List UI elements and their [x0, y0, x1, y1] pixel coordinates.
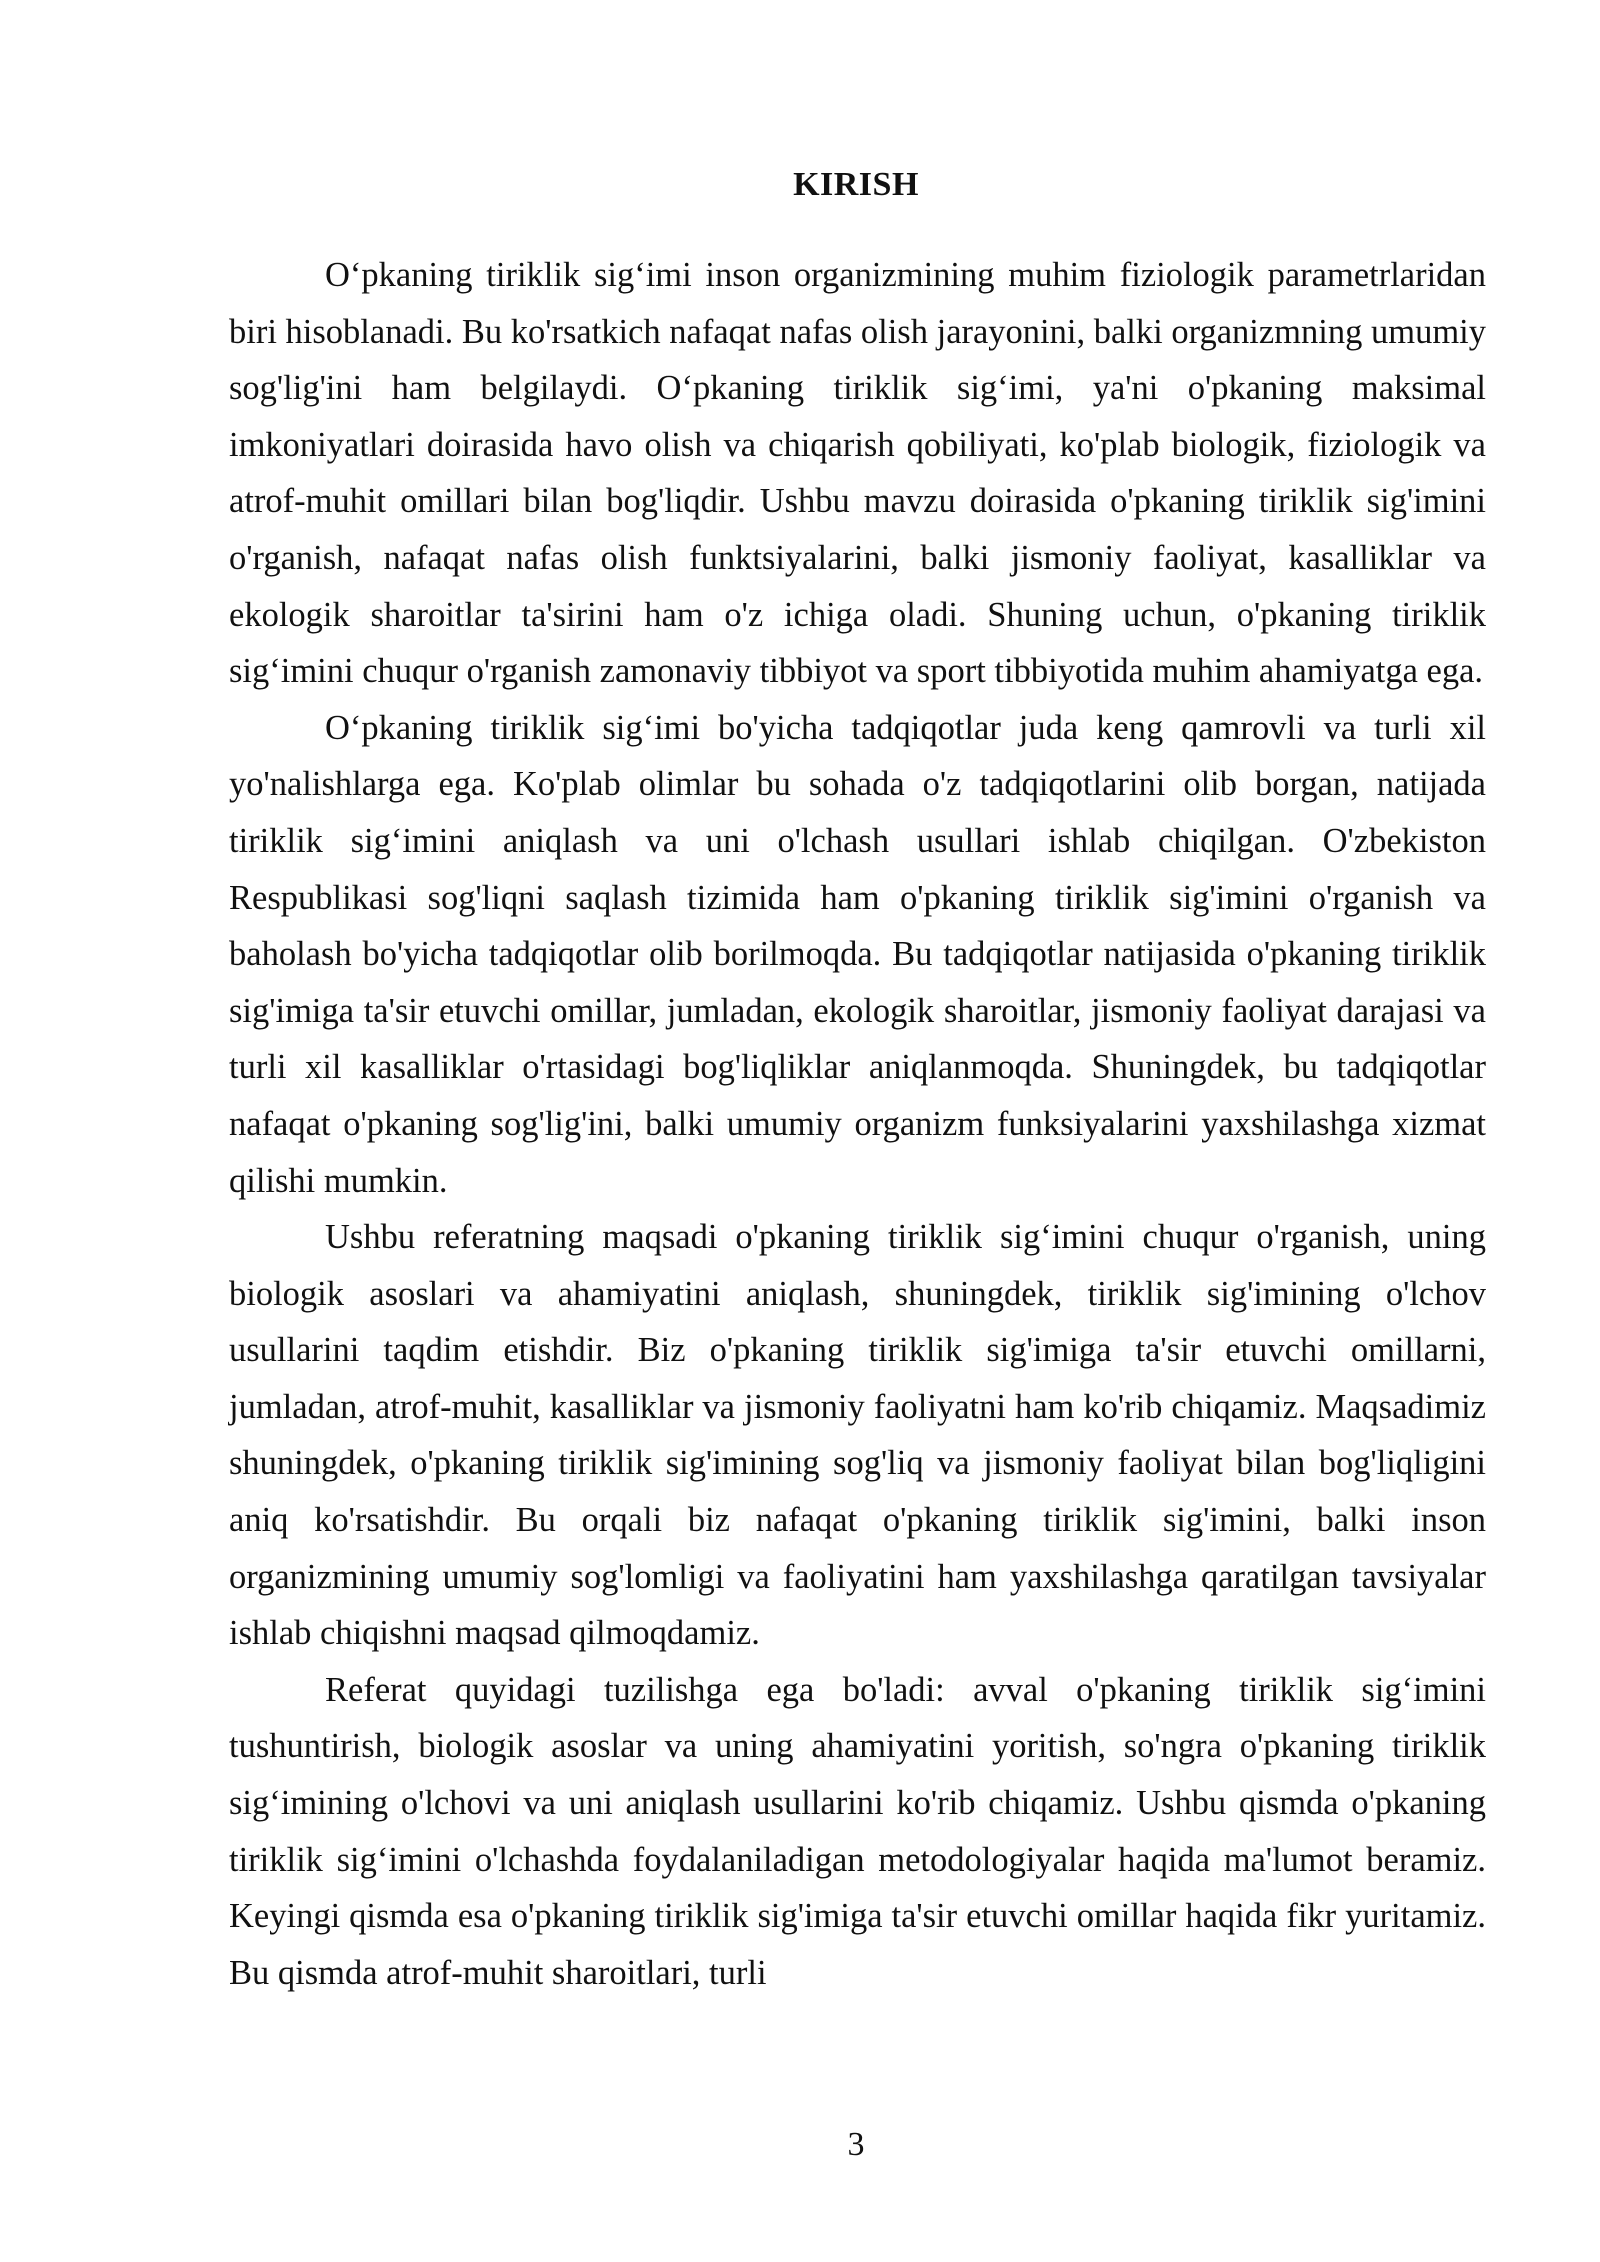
paragraph: O‘pkaning tiriklik sig‘imi inson organizmining muhim fiziologik parametrlaridan biri hisoblanadi. Bu ko'rsatkich nafaqat nafas olish jarayonini, balki organizmning umumiy sog'lig'ini ham belgilaydi. O‘pkaning tiriklik sig‘imi, ya'ni o'pkaning maksimal imkoniyatlari doirasida havo olish va chiqarish qobiliyati, ko'plab biologik, fiziologik va atrof-muhit omillari bilan bog'liqdir. Ushbu mavzu doirasida o'pkaning tiriklik sig'imini o'rganish, nafaqat nafas olish funktsiyalarini, balki jismoniy faoliyat, kasalliklar va ekologik sharoitlar ta'sirini ham o'z ichiga oladi. Shuning uchun, o'pkaning tiriklik sig‘imini chuqur o'rganish zamonaviy tibbiyot va sport tibbiyotida muhim ahamiyatga ega.: [229, 256, 1486, 691]
page-heading: KIRISH: [793, 166, 919, 203]
paragraph: Ushbu referatning maqsadi o'pkaning tiriklik sig‘imini chuqur o'rganish, uning biologik asoslari va ahamiyatini aniqlash, shuningdek, tiriklik sig'imining o'lchov usullarini taqdim etishdir. Biz o'pkaning tiriklik sig'imiga ta'sir etuvchi omillarni, jumladan, atrof-muhit, kasalliklar va jismoniy faoliyatni ham ko'rib chiqamiz. Maqsadimiz shuningdek, o'pkaning tiriklik sig'imining sog'liq va jismoniy faoliyat bilan bog'liqligini aniq ko'rsatishdir. Bu orqali biz nafaqat o'pkaning tiriklik sig'imini, balki inson organizmining umumiy sog'lomligi va faoliyatini ham yaxshilashga qaratilgan tavsiyalar ishlab chiqishni maqsad qilmoqdamiz.: [229, 1218, 1486, 1653]
paragraph: Referat quyidagi tuzilishga ega bo'ladi: avval o'pkaning tiriklik sig‘imini tushuntirish, biologik asoslar va uning ahamiyatini yoritish, so'ngra o'pkaning tiriklik sig‘imining o'lchovi va uni aniqlash usullarini ko'rib chiqamiz. Ushbu qismda o'pkaning tiriklik sig‘imini o'lchashda foydalaniladigan metodologiyalar haqida ma'lumot beramiz. Keyingi qismda esa o'pkaning tiriklik sig'imiga ta'sir etuvchi omillar haqida fikr yuritamiz. Bu qismda atrof-muhit sharoitlari, turli: [229, 1670, 1486, 1992]
page-number: 3: [847, 2126, 865, 2163]
paragraph: O‘pkaning tiriklik sig‘imi bo'yicha tadqiqotlar juda keng qamrovli va turli xil yo'nalishlarga ega. Ko'plab olimlar bu sohada o'z tadqiqotlarini olib borgan, natijada tiriklik sig‘imini aniqlash va uni o'lchash usullari ishlab chiqilgan. O'zbekiston Respublikasi sog'liqni saqlash tizimida ham o'pkaning tiriklik sig'imini o'rganish va baholash bo'yicha tadqiqotlar olib borilmoqda. Bu tadqiqotlar natijasida o'pkaning tiriklik sig'imiga ta'sir etuvchi omillar, jumladan, ekologik sharoitlar, jismoniy faoliyat darajasi va turli xil kasalliklar o'rtasidagi bog'liqliklar aniqlanmoqda. Shuningdek, bu tadqiqotlar nafaqat o'pkaning sog'lig'ini, balki umumiy organizm funksiyalarini yaxshilashga xizmat qilishi mumkin.: [229, 708, 1486, 1200]
document-body: [229, 247, 1486, 2001]
